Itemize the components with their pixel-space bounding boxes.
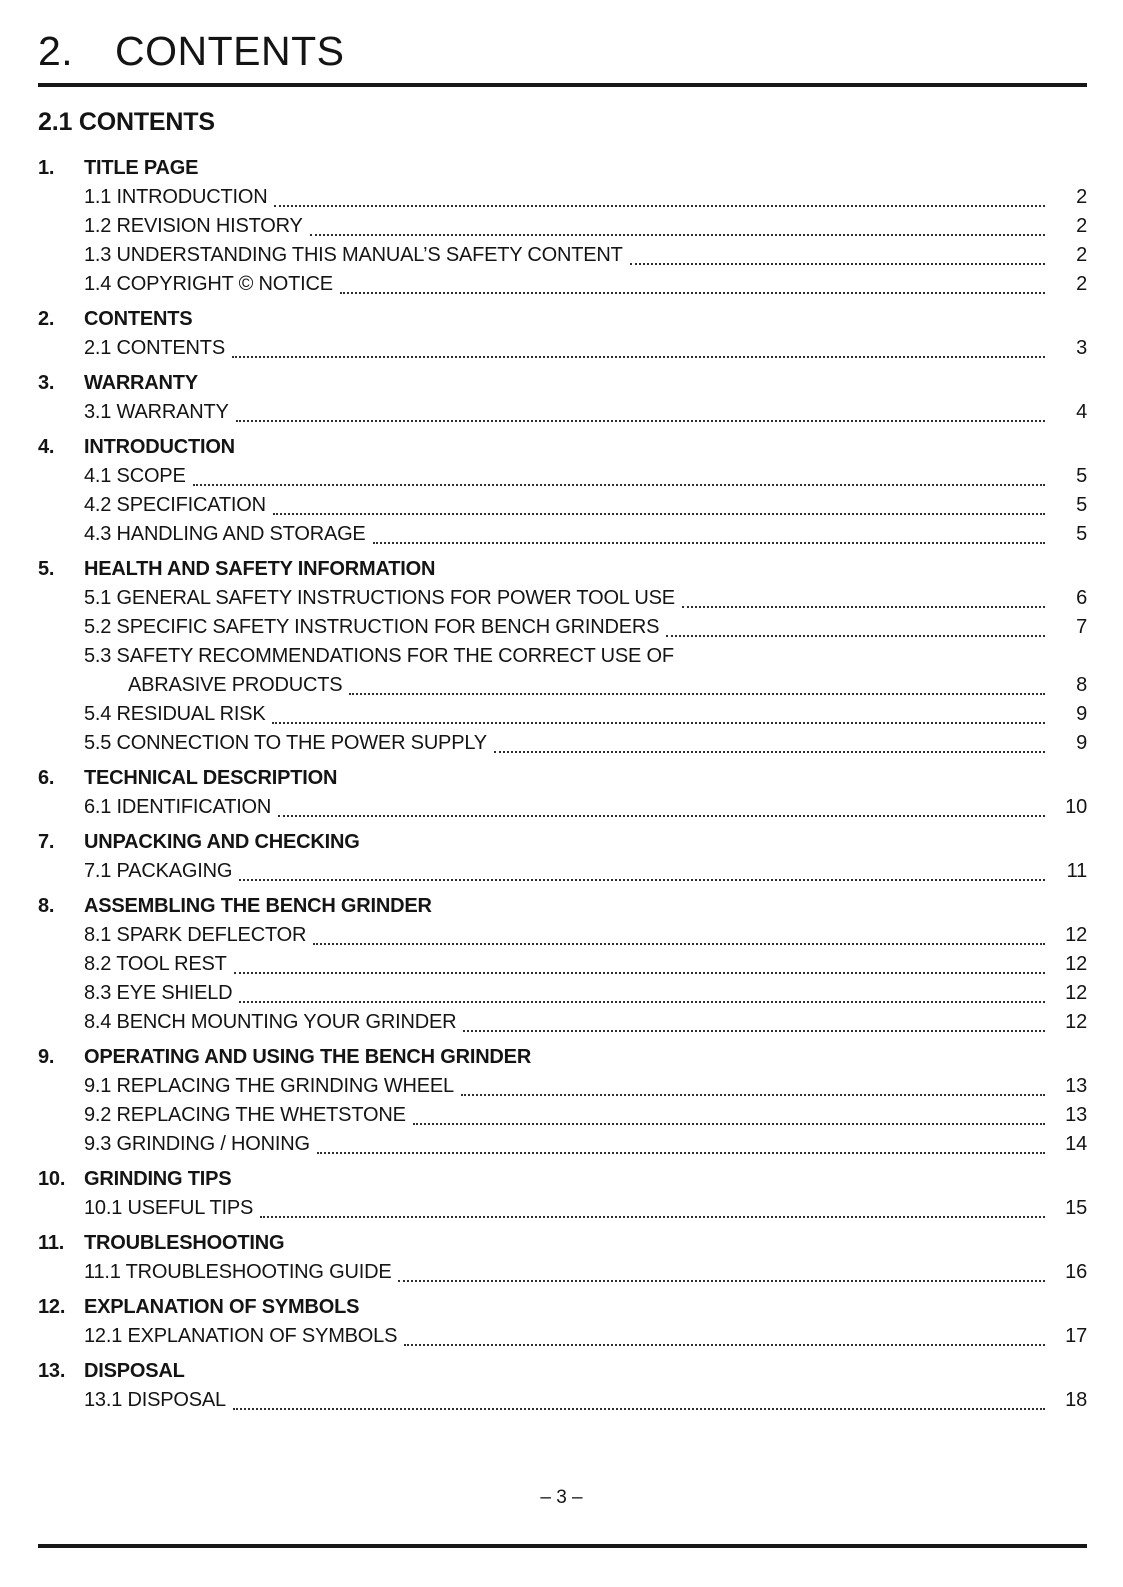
toc-entry-page: 7	[1076, 616, 1087, 638]
toc-entry-page: 18	[1065, 1389, 1087, 1411]
toc-chapter	[38, 892, 1087, 1037]
toc-entry-label: 4.2 SPECIFICATION	[84, 494, 266, 516]
toc-entry-label: 9.2 REPLACING THE WHETSTONE	[84, 1104, 406, 1126]
dot-leader	[373, 515, 1045, 544]
toc-entry-page: 10	[1065, 796, 1087, 818]
toc-chapter	[38, 764, 1087, 822]
toc-entry-label: 1.3 UNDERSTANDING THIS MANUAL’S SAFETY CONTENT	[84, 244, 623, 266]
toc-entry-label: 8.2 TOOL REST	[84, 953, 227, 975]
toc-entry-page: 14	[1065, 1133, 1087, 1155]
chapter-number: 5.	[38, 558, 55, 580]
toc-entry-label-line2: ABRASIVE PRODUCTS	[128, 674, 343, 696]
toc-chapter-entries	[84, 1194, 1087, 1223]
toc-entry-page: 13	[1065, 1104, 1087, 1126]
toc-entry-page: 2	[1076, 273, 1087, 295]
toc-chapter-entries	[84, 1072, 1087, 1159]
dot-leader	[233, 1381, 1045, 1410]
toc-entry	[84, 520, 1087, 549]
toc-entry-page: 11	[1066, 860, 1087, 882]
dot-leader	[236, 393, 1045, 422]
toc-entry-label: 5.4 RESIDUAL RISK	[84, 703, 266, 725]
chapter-title: DISPOSAL	[84, 1360, 185, 1382]
dot-leader	[278, 788, 1045, 817]
title-rule	[38, 83, 1087, 87]
toc-chapter	[38, 433, 1087, 549]
dot-leader	[272, 695, 1045, 724]
document-page	[38, 28, 1087, 1415]
toc-entry	[84, 1322, 1087, 1351]
toc-entry-page: 4	[1076, 401, 1087, 423]
chapter-number: 11.	[38, 1232, 65, 1254]
dot-leader	[232, 329, 1045, 358]
chapter-number: 4.	[38, 436, 55, 458]
dot-leader	[682, 579, 1045, 608]
toc-entry-page: 16	[1065, 1261, 1087, 1283]
toc-entry-page: 12	[1065, 982, 1087, 1004]
chapter-title: TITLE PAGE	[84, 157, 199, 179]
chapter-number: 9.	[38, 1046, 55, 1068]
toc-entry-page: 3	[1076, 337, 1087, 359]
toc-entry	[84, 1258, 1087, 1287]
dot-leader	[494, 724, 1045, 753]
toc-entry-label-line1: 5.3 SAFETY RECOMMENDATIONS FOR THE CORRECT USE OF	[84, 645, 674, 667]
toc-list	[38, 154, 1087, 1415]
chapter-number: 3.	[38, 372, 55, 394]
page-title-number: 2.	[38, 28, 74, 74]
toc-entry	[84, 613, 1087, 642]
toc-entry-page: 2	[1076, 244, 1087, 266]
toc-entry-label: 5.5 CONNECTION TO THE POWER SUPPLY	[84, 732, 487, 754]
toc-entry-page: 5	[1076, 465, 1087, 487]
chapter-number: 1.	[38, 157, 55, 179]
toc-chapter	[38, 1165, 1087, 1223]
toc-chapter	[38, 828, 1087, 886]
toc-entry-page: 9	[1076, 703, 1087, 725]
toc-entry-label: 11.1 TROUBLESHOOTING GUIDE	[84, 1261, 392, 1283]
dot-leader	[349, 666, 1045, 695]
toc-chapter	[38, 154, 1087, 299]
chapter-number: 8.	[38, 895, 55, 917]
chapter-title: TECHNICAL DESCRIPTION	[84, 767, 338, 789]
toc-entry-page: 6	[1076, 587, 1087, 609]
toc-chapter-entries	[84, 462, 1087, 549]
toc-entry-label: 12.1 EXPLANATION OF SYMBOLS	[84, 1325, 398, 1347]
toc-entry-label: 5.1 GENERAL SAFETY INSTRUCTIONS FOR POWER TOOL USE	[84, 587, 675, 609]
chapter-title: WARRANTY	[84, 372, 198, 394]
dot-leader	[239, 852, 1045, 881]
chapter-title: EXPLANATION OF SYMBOLS	[84, 1296, 360, 1318]
toc-entry-label: 5.2 SPECIFIC SAFETY INSTRUCTION FOR BENCH GRINDERS	[84, 616, 660, 638]
toc-chapter-entries	[84, 1322, 1087, 1351]
toc-entry-page: 8	[1076, 674, 1087, 696]
footer-page-number: – 3 –	[540, 1487, 583, 1508]
toc-entry-label: 2.1 CONTENTS	[84, 337, 225, 359]
toc-entry-label: 6.1 IDENTIFICATION	[84, 796, 272, 818]
toc-entry-label: 1.4 COPYRIGHT © NOTICE	[84, 273, 333, 295]
toc-entry	[84, 1008, 1087, 1037]
chapter-number: 7.	[38, 831, 55, 853]
toc-entry	[84, 793, 1087, 822]
dot-leader	[260, 1189, 1045, 1218]
chapter-title: ASSEMBLING THE BENCH GRINDER	[84, 895, 432, 917]
toc-entry	[84, 1194, 1087, 1223]
toc-entry-page: 2	[1076, 215, 1087, 237]
toc-chapter	[38, 1229, 1087, 1287]
chapter-title: UNPACKING AND CHECKING	[84, 831, 360, 853]
toc-chapter-entries	[84, 1258, 1087, 1287]
toc-chapter	[38, 369, 1087, 427]
chapter-title: OPERATING AND USING THE BENCH GRINDER	[84, 1046, 532, 1068]
chapter-title: HEALTH AND SAFETY INFORMATION	[84, 558, 436, 580]
section-heading: 2.1 CONTENTS	[38, 108, 215, 136]
toc-entry-page: 12	[1065, 953, 1087, 975]
toc-entry-page: 5	[1076, 494, 1087, 516]
dot-leader	[413, 1096, 1045, 1125]
toc-entry-page: 9	[1076, 732, 1087, 754]
dot-leader	[666, 608, 1045, 637]
toc-chapter-entries	[84, 857, 1087, 886]
chapter-title: INTRODUCTION	[84, 436, 235, 458]
toc-entry-page: 5	[1076, 523, 1087, 545]
toc-chapter	[38, 1293, 1087, 1351]
chapter-title: CONTENTS	[84, 308, 193, 330]
dot-leader	[274, 178, 1045, 207]
toc-chapter	[38, 1357, 1087, 1415]
toc-chapter	[38, 555, 1087, 758]
toc-entry-label: 7.1 PACKAGING	[84, 860, 233, 882]
chapter-number: 6.	[38, 767, 55, 789]
dot-leader	[310, 207, 1045, 236]
dot-leader	[630, 236, 1045, 265]
toc-chapter	[38, 1043, 1087, 1159]
dot-leader	[239, 974, 1045, 1003]
toc-entry-label: 1.1 INTRODUCTION	[84, 186, 268, 208]
toc-chapter-entries	[84, 584, 1087, 758]
toc-entry-label: 13.1 DISPOSAL	[84, 1389, 226, 1411]
dot-leader	[234, 945, 1045, 974]
dot-leader	[463, 1003, 1045, 1032]
toc-entry-label: 8.3 EYE SHIELD	[84, 982, 233, 1004]
chapter-number: 10.	[38, 1168, 66, 1190]
page-title-text: CONTENTS	[115, 28, 345, 74]
toc-chapter	[38, 305, 1087, 363]
toc-chapter-entries	[84, 921, 1087, 1037]
toc-entry-label: 8.4 BENCH MOUNTING YOUR GRINDER	[84, 1011, 457, 1033]
dot-leader	[273, 486, 1045, 515]
chapter-number: 12.	[38, 1296, 66, 1318]
toc-entry-page: 15	[1065, 1197, 1087, 1219]
toc-entry	[84, 729, 1087, 758]
toc-entry-page: 2	[1076, 186, 1087, 208]
toc-entry	[84, 642, 1087, 700]
chapter-number: 13.	[38, 1360, 66, 1382]
toc-chapter-entries	[84, 334, 1087, 363]
toc-entry-label: 9.3 GRINDING / HONING	[84, 1133, 310, 1155]
toc-entry-label: 9.1 REPLACING THE GRINDING WHEEL	[84, 1075, 454, 1097]
toc-entry-label: 4.3 HANDLING AND STORAGE	[84, 523, 366, 545]
toc-entry	[84, 1386, 1087, 1415]
toc-entry-label: 1.2 REVISION HISTORY	[84, 215, 303, 237]
toc-entry	[84, 334, 1087, 363]
dot-leader	[461, 1067, 1045, 1096]
toc-entry-page: 17	[1065, 1325, 1087, 1347]
dot-leader	[340, 265, 1045, 294]
toc-chapter-entries	[84, 1386, 1087, 1415]
dot-leader	[193, 457, 1045, 486]
toc-entry-label: 8.1 SPARK DEFLECTOR	[84, 924, 307, 946]
chapter-title: GRINDING TIPS	[84, 1168, 232, 1190]
toc-entry-page: 12	[1065, 1011, 1087, 1033]
page-title	[38, 28, 1087, 74]
toc-entry-page: 13	[1065, 1075, 1087, 1097]
toc-entry	[84, 857, 1087, 886]
toc-entry-page: 12	[1065, 924, 1087, 946]
dot-leader	[404, 1317, 1045, 1346]
dot-leader	[313, 916, 1045, 945]
toc-entry	[84, 1130, 1087, 1159]
toc-chapter-entries	[84, 398, 1087, 427]
toc-chapter-entries	[84, 793, 1087, 822]
toc-entry	[84, 270, 1087, 299]
toc-entry-label: 10.1 USEFUL TIPS	[84, 1197, 254, 1219]
toc-chapter-entries	[84, 183, 1087, 299]
toc-entry	[84, 398, 1087, 427]
footer-rule	[38, 1544, 1087, 1548]
dot-leader	[317, 1125, 1045, 1154]
toc-entry-label: 4.1 SCOPE	[84, 465, 186, 487]
dot-leader	[398, 1253, 1045, 1282]
toc-entry-label: 3.1 WARRANTY	[84, 401, 229, 423]
chapter-title: TROUBLESHOOTING	[84, 1232, 285, 1254]
chapter-number: 2.	[38, 308, 55, 330]
